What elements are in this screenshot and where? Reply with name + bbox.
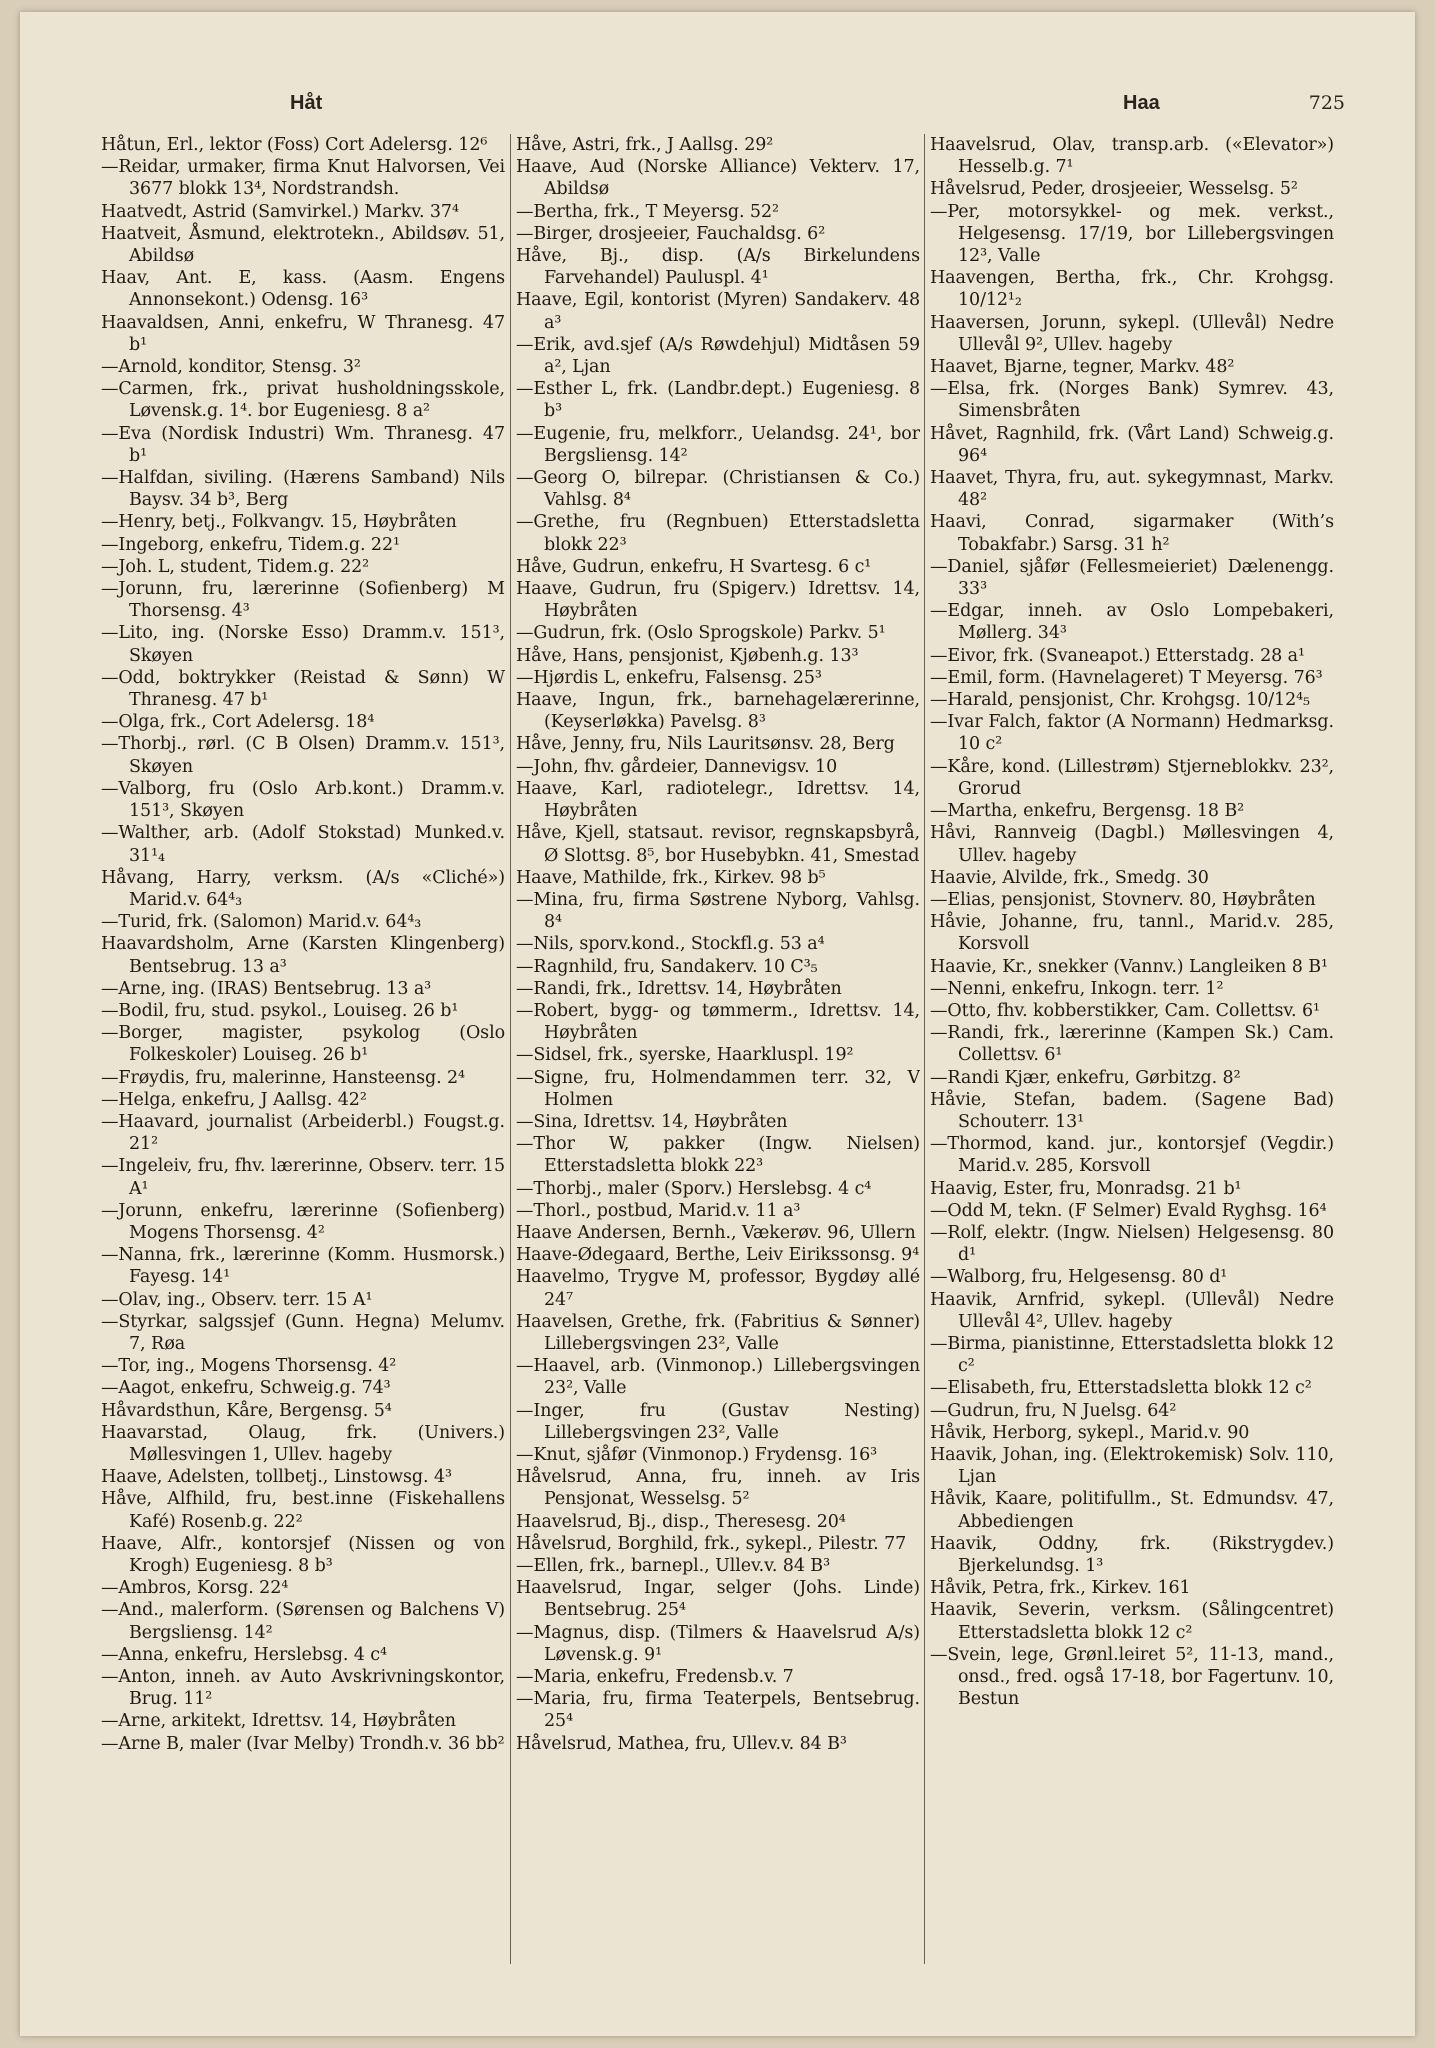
directory-entry: Haavelsrud, Ingar, selger (Johs. Linde) Bentsebrug. 25⁴ (516, 1578, 920, 1621)
directory-entry: Haavelsen, Grethe, frk. (Fabritius & Sønner) Lillebergsvingen 23², Valle (516, 1311, 920, 1354)
column-3 (930, 134, 1334, 1974)
directory-entry: —Gudrun, frk. (Oslo Sprogskole) Parkv. 5¹ (516, 623, 886, 644)
directory-entry: —Halfdan, siviling. (Hærens Samband) Nils Baysv. 34 b³, Berg (101, 468, 505, 511)
directory-entry: —Haavard, journalist (Arbeiderbl.) Fougst.g. 21² (101, 1111, 505, 1155)
page-number: 725 (1308, 92, 1345, 114)
directory-entry: Haavelmo, Trygve M, professor, Bygdøy allé 24⁷ (516, 1267, 920, 1310)
directory-entry: —Svein, lege, Grønl.leiret 5², 11-13, mand., onsd., fred. også 17-18, bor Fagertunv. 10, Bestun (930, 1644, 1334, 1710)
directory-entry: Haavaldsen, Anni, enkefru, W Thranesg. 47 b¹ (101, 312, 505, 355)
directory-entry: Haavi, Conrad, sigarmaker (With’s Tobakfabr.) Sarsg. 31 h² (930, 512, 1334, 555)
directory-entry: Haavelsrud, Bj., disp., Theresesg. 20⁴ (516, 1511, 846, 1532)
directory-entry: —Knut, sjåfør (Vinmonop.) Frydensg. 16³ (516, 1444, 878, 1465)
directory-entry: —Thor W, pakker (Ingw. Nielsen) Etterstadsletta blokk 22³ (516, 1134, 920, 1177)
directory-columns (20, 134, 1415, 1974)
directory-entry: Haavik, Arnfrid, sykepl. (Ullevål) Nedre Ullevål 4², Ullev. hageby (930, 1289, 1334, 1332)
directory-entry: —Jorunn, fru, lærerinne (Sofienberg) M Thorsensg. 4³ (101, 579, 505, 622)
directory-entry: Haatvedt, Astrid (Samvirkel.) Markv. 37⁴ (101, 201, 459, 222)
directory-entry: —Nanna, frk., lærerinne (Komm. Husmorsk.) Fayesg. 14¹ (101, 1245, 505, 1288)
directory-entry: Haave, Karl, radiotelegr., Idrettsv. 14, Høybråten (516, 778, 920, 822)
directory-entry: —Georg O, bilrepar. (Christiansen & Co.) Vahlsg. 8⁴ (516, 468, 920, 511)
directory-entry: Håve, Astri, frk., J Aallsg. 29² (516, 135, 774, 155)
directory-entry: Håve, Bj., disp. (A/s Birkelundens Farvehandel) Pauluspl. 4¹ (516, 246, 920, 289)
directory-entry: —Anna, enkefru, Herslebsg. 4 c⁴ (101, 1644, 387, 1665)
directory-entry: Håvelsrud, Peder, drosjeeier, Wesselsg. 5² (930, 179, 1298, 200)
directory-entry: —Ingeborg, enkefru, Tidem.g. 22¹ (101, 534, 400, 555)
directory-entry: —Arne, arkitekt, Idrettsv. 14, Høybråten (101, 1711, 456, 1732)
directory-entry: —John, fhv. gårdeier, Dannevigsv. 10 (516, 756, 838, 777)
directory-entry: —Kåre, kond. (Lillestrøm) Stjerneblokkv. 23², Grorud (930, 756, 1334, 799)
directory-entry: Håvardsthun, Kåre, Bergensg. 5⁴ (101, 1400, 392, 1421)
directory-entry: Haav, Ant. E, kass. (Aasm. Engens Annonsekont.) Odensg. 16³ (101, 268, 505, 311)
directory-entry: —Ambros, Korsg. 22⁴ (101, 1578, 289, 1599)
directory-entry: Håvelsrud, Borghild, frk., sykepl., Pilestr. 77 (516, 1533, 907, 1554)
column-2 (516, 134, 920, 1974)
header-left-guide-word: Håt (290, 92, 323, 114)
directory-entry: Haatveit, Åsmund, elektrotekn., Abildsøv. 51, Abildsø (101, 223, 505, 267)
directory-entry: —Thormod, kand. jur., kontorsjef (Vegdir.) Marid.v. 285, Korsvoll (930, 1134, 1334, 1177)
header-right-guide-word: Haa (1123, 92, 1160, 114)
directory-entry: —Eivor, frk. (Svaneapot.) Etterstadg. 28 a¹ (930, 645, 1305, 666)
directory-entry: Haavet, Thyra, fru, aut. sykegymnast, Markv. 48² (930, 468, 1334, 511)
directory-entry: —And., malerform. (Sørensen og Balchens V) Bergsliensg. 14² (101, 1600, 505, 1643)
directory-entry: Haavie, Kr., snekker (Vannv.) Langleiken 8 B¹ (930, 956, 1328, 977)
directory-entry: —Elias, pensjonist, Stovnerv. 80, Høybråten (930, 889, 1316, 910)
directory-entry: Håvie, Johanne, fru, tannl., Marid.v. 285, Korsvoll (930, 912, 1334, 955)
directory-entry: —Odd M, tekn. (F Selmer) Evald Ryghsg. 16⁴ (930, 1200, 1327, 1221)
directory-entry: —Nenni, enkefru, Inkogn. terr. 1² (930, 978, 1224, 999)
directory-entry: —Magnus, disp. (Tilmers & Haavelsrud A/s) Løvensk.g. 9¹ (516, 1622, 920, 1665)
directory-entry: Haavik, Johan, ing. (Elektrokemisk) Solv. 110, Ljan (930, 1444, 1334, 1488)
directory-entry: —Styrkar, salgssjef (Gunn. Hegna) Melumv. 7, Røa (101, 1311, 505, 1354)
directory-entry: —Martha, enkefru, Bergensg. 18 B² (930, 801, 1245, 822)
directory-entry: —Walborg, fru, Helgesensg. 80 d¹ (930, 1267, 1228, 1288)
directory-entry: —Emil, form. (Havnelageret) T Meyersg. 76³ (930, 667, 1323, 688)
directory-entry: —Anton, inneh. av Auto Avskrivningskontor, Brug. 11² (101, 1667, 505, 1710)
running-head (20, 92, 1415, 122)
directory-entry: —Randi, frk., Idrettsv. 14, Høybråten (516, 978, 842, 999)
directory-entry: —Signe, fru, Holmendammen terr. 32, V Holmen (516, 1067, 920, 1110)
directory-entry: —Esther L, frk. (Landbr.dept.) Eugeniesg. 8 b³ (516, 379, 920, 422)
directory-entry: —Otto, fhv. kobberstikker, Cam. Collettsv. 6¹ (930, 1000, 1320, 1021)
directory-entry: —Nils, sporv.kond., Stockfl.g. 53 a⁴ (516, 934, 825, 955)
directory-entry: —Lito, ing. (Norske Esso) Dramm.v. 151³, Skøyen (101, 623, 505, 666)
directory-entry: —Thorbj., rørl. (C B Olsen) Dramm.v. 151³, Skøyen (101, 734, 505, 777)
directory-page (20, 12, 1415, 2036)
directory-entry: Haave, Adelsten, tollbetj., Linstowsg. 4³ (101, 1467, 452, 1488)
directory-entry: —Arnold, konditor, Stensg. 3² (101, 357, 361, 378)
directory-entry: —Turid, frk. (Salomon) Marid.v. 64⁴₃ (101, 912, 422, 933)
directory-entry: —Reidar, urmaker, firma Knut Halvorsen, Vei 3677 blokk 13⁴, Nordstrandsh. (101, 157, 505, 200)
column-1 (101, 134, 505, 1974)
directory-entry: Håvelsrud, Anna, fru, inneh. av Iris Pensjonat, Wesselsg. 5² (516, 1467, 920, 1510)
directory-entry: Håve, Gudrun, enkefru, H Svartesg. 6 c¹ (516, 556, 872, 577)
directory-entry: —Bodil, fru, stud. psykol., Louiseg. 26 b¹ (101, 1000, 459, 1021)
directory-entry: —Randi Kjær, enkefru, Gørbitzg. 8² (930, 1067, 1241, 1088)
directory-entry: Haavig, Ester, fru, Monradsg. 21 b¹ (930, 1178, 1242, 1199)
directory-entry: —Sidsel, frk., syerske, Haarkluspl. 19² (516, 1045, 854, 1066)
directory-entry: —Olav, ing., Observ. terr. 15 A¹ (101, 1289, 373, 1310)
directory-entry: Håvi, Rannveig (Dagbl.) Møllesvingen 4, Ullev. hageby (930, 823, 1334, 866)
directory-entry: —Hjørdis L, enkefru, Falsensg. 25³ (516, 667, 822, 688)
directory-entry: Haave, Ingun, frk., barnehagelærerinne, (Keyserløkka) Pavelsg. 8³ (516, 690, 920, 733)
directory-entry: —Ivar Falch, faktor (A Normann) Hedmarksg. 10 c² (930, 712, 1334, 755)
directory-entry: —Arne, ing. (IRAS) Bentsebrug. 13 a³ (101, 978, 432, 999)
directory-entry: —Eva (Nordisk Industri) Wm. Thranesg. 47 b¹ (101, 423, 505, 466)
directory-entry: Haavie, Alvilde, frk., Smedg. 30 (930, 867, 1209, 888)
directory-entry: Håve, Hans, pensjonist, Kjøbenh.g. 13³ (516, 645, 859, 666)
directory-entry: Haavet, Bjarne, tegner, Markv. 48² (930, 357, 1235, 378)
directory-entry: Haave, Mathilde, frk., Kirkev. 98 b⁵ (516, 867, 826, 888)
directory-entry: —Elsa, frk. (Norges Bank) Symrev. 43, Simensbråten (930, 379, 1334, 422)
directory-entry: —Aagot, enkefru, Schweig.g. 74³ (101, 1378, 391, 1399)
directory-entry: —Gudrun, fru, N Juelsg. 64² (930, 1400, 1177, 1421)
directory-entry: Haave, Aud (Norske Alliance) Vekterv. 17, Abildsø (516, 157, 920, 200)
directory-entry: —Robert, bygg- og tømmerm., Idrettsv. 14, Høybråten (516, 1000, 920, 1044)
directory-entry: —Rolf, elektr. (Ingw. Nielsen) Helgesensg. 80 d¹ (930, 1222, 1334, 1266)
directory-entry: —Birma, pianistinne, Etterstadsletta blokk 12 c² (930, 1333, 1334, 1377)
directory-entry: Haavardsholm, Arne (Karsten Klingenberg) Bentsebrug. 13 a³ (101, 934, 505, 977)
directory-entry: Håvik, Herborg, sykepl., Marid.v. 90 (930, 1422, 1250, 1443)
directory-entry: Håtun, Erl., lektor (Foss) Cort Adelersg. 12⁶ (101, 135, 488, 155)
directory-entry: —Ingeleiv, fru, fhv. lærerinne, Observ. terr. 15 A¹ (101, 1156, 505, 1199)
directory-entry: —Henry, betj., Folkvangv. 15, Høybråten (101, 512, 457, 533)
directory-entry: Haave, Alfr., kontorsjef (Nissen og von Krogh) Eugeniesg. 8 b³ (101, 1533, 505, 1576)
directory-entry: —Bertha, frk., T Meyersg. 52² (516, 201, 779, 222)
directory-entry: —Maria, fru, firma Teaterpels, Bentsebrug. 25⁴ (516, 1689, 920, 1732)
directory-entry: —Frøydis, fru, malerinne, Hansteensg. 2⁴ (101, 1067, 465, 1088)
directory-entry: —Arne B, maler (Ivar Melby) Trondh.v. 36 bb² (101, 1733, 505, 1754)
directory-entry: Håve, Jenny, fru, Nils Lauritsønsv. 28, Berg (516, 734, 895, 755)
directory-entry: —Thorbj., maler (Sporv.) Herslebsg. 4 c⁴ (516, 1178, 872, 1199)
directory-entry: —Joh. L, student, Tidem.g. 22² (101, 556, 370, 577)
directory-entry: Håvie, Stefan, badem. (Sagene Bad) Schouterr. 13¹ (930, 1089, 1334, 1132)
directory-entry: Haaversen, Jorunn, sykepl. (Ullevål) Nedre Ullevål 9², Ullev. hageby (930, 312, 1334, 355)
directory-entry: —Erik, avd.sjef (A/s Røwdehjul) Midtåsen 59 a², Ljan (516, 334, 920, 378)
directory-entry: —Birger, drosjeeier, Fauchaldsg. 6² (516, 223, 826, 244)
directory-entry: —Eugenie, fru, melkforr., Uelandsg. 24¹, bor Bergsliensg. 14² (516, 423, 920, 466)
directory-entry: Haavarstad, Olaug, frk. (Univers.) Møllesvingen 1, Ullev. hageby (101, 1422, 505, 1465)
directory-entry: —Grethe, fru (Regnbuen) Etterstadsletta blokk 22³ (516, 512, 920, 555)
directory-entry: —Daniel, sjåfør (Fellesmeieriet) Dælenengg. 33³ (930, 556, 1334, 600)
directory-entry: Håvelsrud, Mathea, fru, Ullev.v. 84 B³ (516, 1733, 847, 1754)
directory-entry: —Harald, pensjonist, Chr. Krohgsg. 10/12⁴₅ (930, 690, 1310, 711)
directory-entry: Haavik, Severin, verksm. (Sålingcentret) Etterstadsletta blokk 12 c² (930, 1600, 1334, 1643)
directory-entry: —Mina, fru, firma Søstrene Nyborg, Vahlsg. 8⁴ (516, 889, 920, 933)
directory-entry: —Elisabeth, fru, Etterstadsletta blokk 12 c² (930, 1378, 1312, 1399)
directory-entry: Haave, Egil, kontorist (Myren) Sandakerv. 48 a³ (516, 290, 920, 333)
directory-entry: —Jorunn, enkefru, lærerinne (Sofienberg) Mogens Thorsensg. 4² (101, 1200, 505, 1243)
directory-entry: Haave Andersen, Bernh., Vækerøv. 96, Ullern (516, 1222, 916, 1243)
directory-entry: —Walther, arb. (Adolf Stokstad) Munked.v. 31¹₄ (101, 823, 505, 866)
directory-entry: —Maria, enkefru, Fredensb.v. 7 (516, 1667, 794, 1688)
directory-entry: —Sina, Idrettsv. 14, Høybråten (516, 1111, 788, 1132)
directory-entry: —Valborg, fru (Oslo Arb.kont.) Dramm.v. 151³, Skøyen (101, 778, 505, 822)
directory-entry: Håve, Alfhild, fru, best.inne (Fiskehallens Kafé) Rosenb.g. 22² (101, 1489, 505, 1532)
directory-entry: —Helga, enkefru, J Aallsg. 42² (101, 1089, 367, 1110)
directory-entry: —Inger, fru (Gustav Nesting) Lillebergsvingen 23², Valle (516, 1400, 920, 1443)
directory-entry: Håvet, Ragnhild, frk. (Vårt Land) Schweig.g. 96⁴ (930, 423, 1334, 466)
directory-entry: —Ellen, frk., barnepl., Ullev.v. 84 B³ (516, 1556, 830, 1576)
directory-entry: Håvik, Petra, frk., Kirkev. 161 (930, 1578, 1191, 1599)
directory-entry: —Carmen, frk., privat husholdningsskole, Løvensk.g. 1⁴. bor Eugeniesg. 8 a² (101, 379, 505, 422)
directory-entry: Håvang, Harry, verksm. (A/s «Cliché») Marid.v. 64⁴₃ (101, 867, 505, 910)
directory-entry: —Haavel, arb. (Vinmonop.) Lillebergsvingen 23², Valle (516, 1356, 920, 1399)
directory-entry: Håvik, Kaare, politifullm., St. Edmundsv. 47, Abbediengen (930, 1489, 1334, 1532)
directory-entry: Haavelsrud, Olav, transp.arb. («Elevator») Hesselb.g. 7¹ (930, 135, 1334, 178)
directory-entry: Haavengen, Bertha, frk., Chr. Krohgsg. 10/12¹₂ (930, 268, 1334, 311)
directory-entry: —Tor, ing., Mogens Thorsensg. 4² (101, 1356, 397, 1377)
directory-entry: —Odd, boktrykker (Reistad & Sønn) W Thranesg. 47 b¹ (101, 667, 505, 711)
directory-entry: —Per, motorsykkel- og mek. verkst., Helgesensg. 17/19, bor Lillebergsvingen 12³, Valle (930, 201, 1334, 267)
directory-entry: Haavik, Oddny, frk. (Rikstrygdev.) Bjerkelundsg. 1³ (930, 1533, 1334, 1576)
directory-entry: Håve, Kjell, statsaut. revisor, regnskapsbyrå, Ø Slottsg. 8⁵, bor Husebybkn. 41, Smestad (516, 823, 920, 866)
directory-entry: —Thorl., postbud, Marid.v. 11 a³ (516, 1200, 801, 1221)
directory-entry: Haave-Ødegaard, Berthe, Leiv Eirikssonsg. 9⁴ (516, 1245, 920, 1266)
directory-entry: —Borger, magister, psykolog (Oslo Folkeskoler) Louiseg. 26 b¹ (101, 1023, 505, 1066)
directory-entry: —Ragnhild, fru, Sandakerv. 10 C³₅ (516, 956, 818, 977)
directory-entry: —Olga, frk., Cort Adelersg. 18⁴ (101, 712, 375, 733)
directory-entry: —Randi, frk., lærerinne (Kampen Sk.) Cam. Collettsv. 6¹ (930, 1023, 1334, 1066)
directory-entry: Haave, Gudrun, fru (Spigerv.) Idrettsv. 14, Høybråten (516, 579, 920, 622)
directory-entry: —Edgar, inneh. av Oslo Lompebakeri, Møllerg. 34³ (930, 601, 1334, 644)
